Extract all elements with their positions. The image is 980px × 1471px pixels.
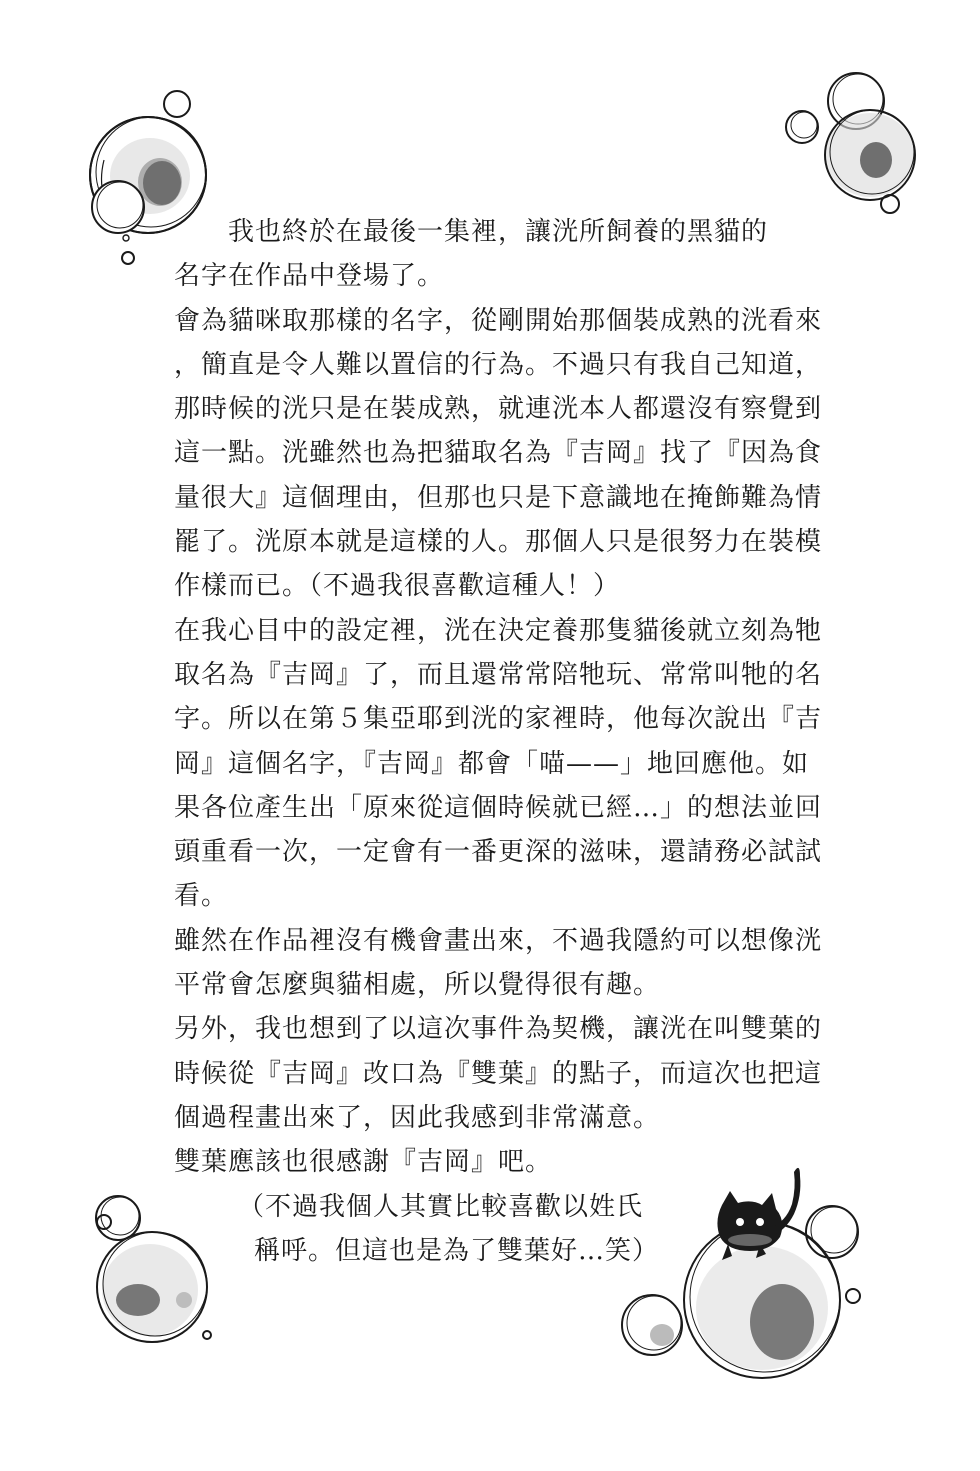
text-line: 看。 xyxy=(174,881,229,912)
text-line: 頭重看一次，一定會有一番更深的滋味，還請務必試試 xyxy=(174,837,823,868)
text-line: 岡』這個名字，『吉岡』都會「喵——」地回應他。如 xyxy=(174,748,810,779)
text-line: 會為貓咪取那樣的名字，從剛開始那個裝成熟的洸看來 xyxy=(174,305,823,336)
text-line: 雖然在作品裡沒有機會畫出來，不過我隱約可以想像洸 xyxy=(174,925,823,956)
text-line: 我也終於在最後一集裡，讓洸所飼養的黑貓的 xyxy=(228,217,769,247)
text-line: 稱呼。但這也是為了雙葉好…笑） xyxy=(254,1235,660,1266)
text-line: 字。所以在第５集亞耶到洸的家裡時，他每次說出『吉 xyxy=(174,704,823,735)
text-line: 名字在作品中登場了。 xyxy=(174,261,445,292)
text-line: 量很大』這個理由，但那也只是下意識地在掩飾難為情 xyxy=(174,482,823,513)
text-line: （不過我個人其實比較喜歡以姓氏 xyxy=(238,1191,644,1222)
text-line: 取名為『吉岡』了，而且還常常陪牠玩、常常叫牠的名 xyxy=(174,659,823,690)
afterword-text xyxy=(174,210,844,1273)
text-line: 作樣而已。（不過我很喜歡這種人！） xyxy=(174,571,621,602)
text-line: 雙葉應該也很感謝『吉岡』吧。 xyxy=(174,1147,553,1178)
text-line: 這一點。洸雖然也為把貓取名為『吉岡』找了『因為食 xyxy=(174,438,823,469)
text-line: 那時候的洸只是在裝成熟，就連洸本人都還沒有察覺到 xyxy=(174,394,823,425)
text-line: 平常會怎麼與貓相處，所以覺得很有趣。 xyxy=(174,970,661,1001)
text-line: 時候從『吉岡』改口為『雙葉』的點子，而這次也把這 xyxy=(174,1058,823,1089)
text-line: ，簡直是令人難以置信的行為。不過只有我自己知道， xyxy=(174,349,823,380)
text-line: 另外，我也想到了以這次事件為契機，讓洸在叫雙葉的 xyxy=(174,1014,823,1045)
text-line: 果各位產生出「原來從這個時候就已經…」的想法並回 xyxy=(174,792,823,823)
text-line: 個過程畫出來了，因此我感到非常滿意。 xyxy=(174,1102,661,1133)
bubble-cluster-top-right xyxy=(786,73,915,213)
text-line: 罷了。洸原本就是這樣的人。那個人只是很努力在裝模 xyxy=(174,527,823,558)
text-line: 在我心目中的設定裡，洸在決定養那隻貓後就立刻為牠 xyxy=(174,615,823,646)
